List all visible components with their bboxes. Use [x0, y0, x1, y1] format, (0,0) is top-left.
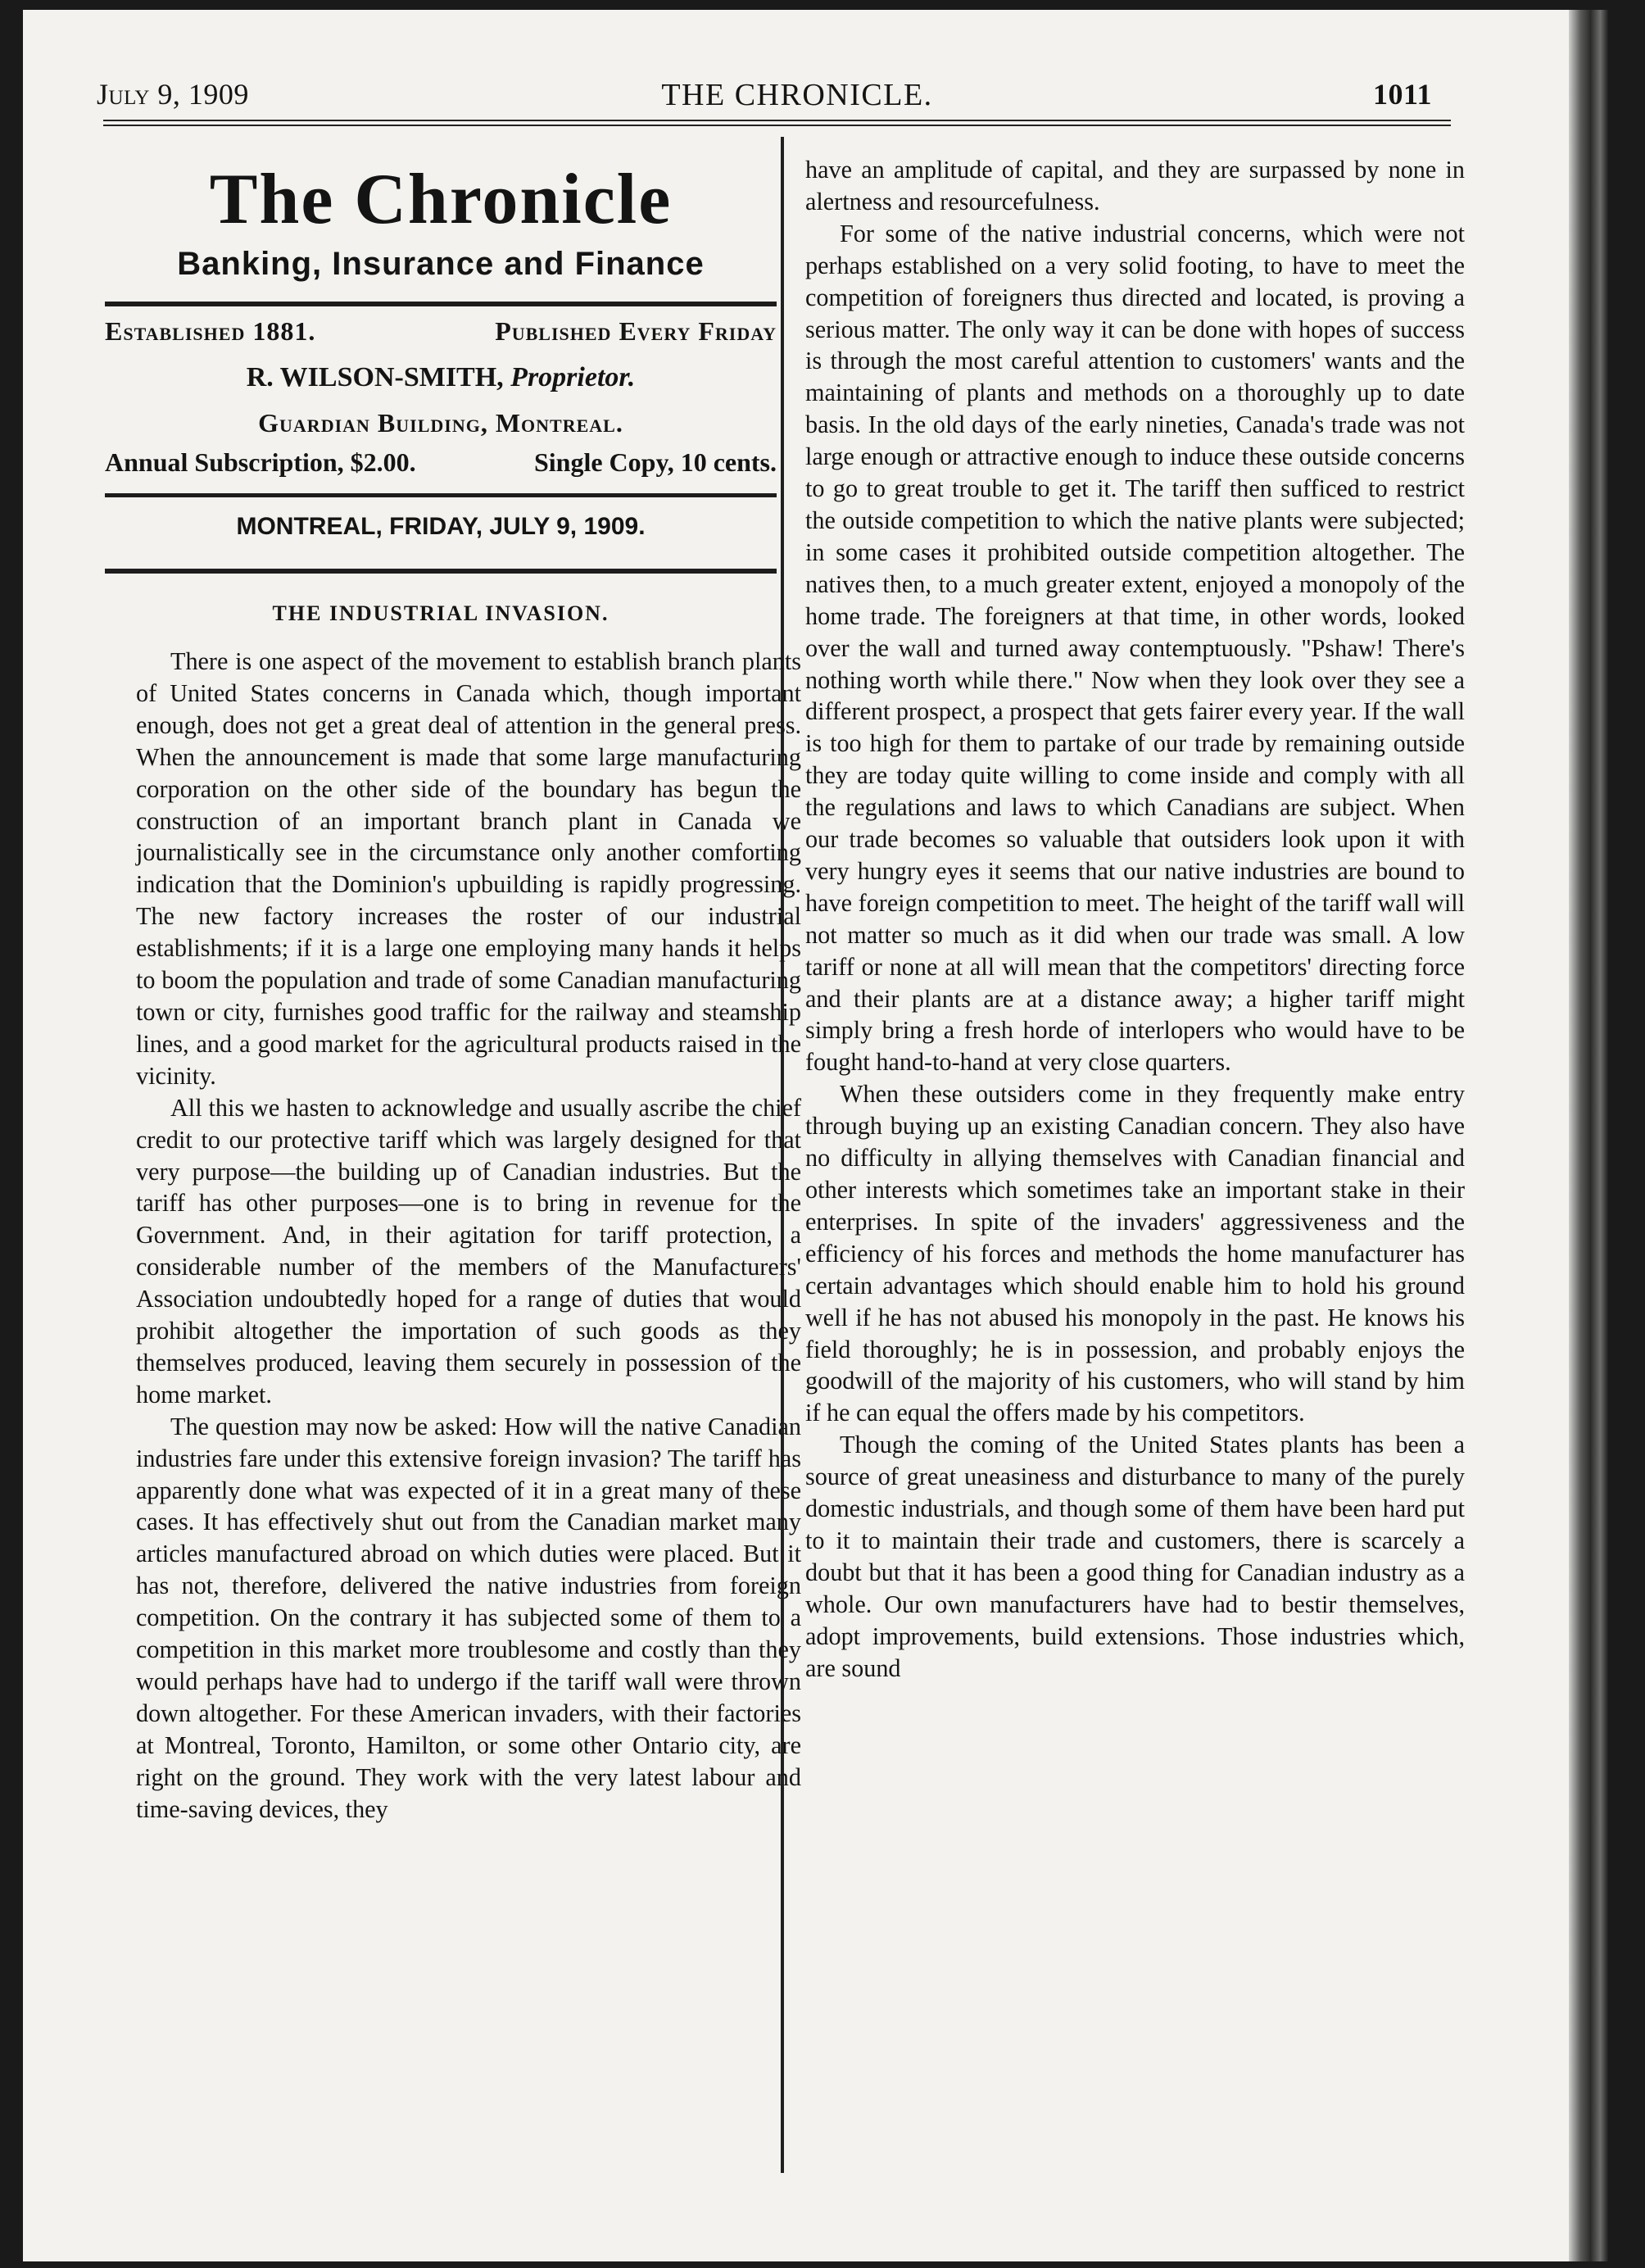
article-paragraph-continued: have an amplitude of capital, and they are surpassed by none in alertness and resourcefulness. — [805, 156, 1465, 215]
subscription-line — [105, 447, 777, 478]
article-paragraph: There is one aspect of the movement to establish branch plants of United States concerns in Canada which, though important enough, does not get a great deal of attention in the general press. When the announcement is made that some large manufacturing corporation on the other side of the boundary has begun the construction of an important branch plant in Canada we journalistically see in the circumstance only another comforting indication that the Dominion's upbuilding is rapidly progressing. The new factory increases the roster of our industrial establishments; if it is a large one employing many hands it helps to boom the population and trade of some Canadian manufacturing town or city, furnishes good traffic for the railway and steamship lines, and a good market for the agricultural products raised in the vicinity. — [136, 647, 801, 1090]
dateline: MONTREAL, FRIDAY, JULY 9, 1909. — [236, 513, 646, 540]
article-heading: THE INDUSTRIAL INVASION. — [272, 601, 610, 625]
single-copy-price: Single Copy, 10 cents. — [533, 447, 777, 477]
dateline-rule-top — [105, 493, 777, 497]
running-head-date: July 9, 1909 — [97, 78, 249, 111]
proprietor-line — [105, 362, 777, 393]
masthead-subtitle: Banking, Insurance and Finance — [177, 246, 705, 282]
masthead-rule — [105, 302, 777, 306]
masthead-title: The Chronicle — [209, 160, 673, 239]
article-paragraph: The question may now be asked: How will the native Canadian industries fare under this extensive foreign invasion? The tariff has apparently done what was expected of it in a great many of these cases. It has effectively shut out from the Canadian market many articles manufactured abroad on which duties were placed. But it has not, therefore, delivered the native industries from foreign competition. On the contrary it has subjected some of them to a competition in this market more troublesome and costly than they would perhaps have had to undergo if the tariff wall were thrown down altogether. For these American invaders, with their factories at Montreal, Toronto, Hamilton, or some other Ontario city, are right on the ground. They work with the very latest labour and time-saving devices, they — [136, 1412, 801, 1823]
established-text: Established 1881. — [105, 316, 316, 346]
dateline-rule-bottom — [105, 569, 777, 574]
address-line: Guardian Building, Montreal. — [258, 408, 623, 438]
article-paragraph: For some of the native industrial concerns, which were not perhaps established on a very solid footing, to have to meet the competition of foreigners thus directed and located, is proving a serious matter. The only way it can be done with hopes of success is through the most careful attention to customers' wants and the maintaining of plants and methods on a thoroughly up to date basis. In the old days of the early nineties, Canada's trade was not large enough or attractive enough to induce these outside concerns to go to great trouble to get it. The tariff then sufficed to restrict the outside competition to which the native plants were subjected; in some cases it prohibited outside competition altogether. The natives then, to a much greater extent, enjoyed a monopoly of the home trade. The foreigners at that time, in other words, looked over the wall and turned away contemptuously. "Pshaw! There's nothing worth while there." Now when they look over they see a different prospect, a prospect that gets fairer every year. If the wall is too high for them to partake of our trade by remaining outside they are today quite willing to come inside and comply with all the regulations and laws to which Canadians are subject. When our trade becomes so valuable that outsiders look upon it with very hungry eyes it seems that our native industries are bound to have foreign competition to meet. The height of the tariff wall will not matter so much as it did when our trade was small. A low tariff or none at all will mean that the competitors' directing force and their plants are at a distance away; a higher tariff might simply bring a fresh horde of interlopers who would have to be fought hand-to-hand at very close quarters. — [805, 219, 1465, 1077]
published-text: Published Every Friday — [495, 316, 777, 346]
newspaper-page — [23, 10, 1608, 2261]
article-paragraph: Though the coming of the United States plants has been a source of great uneasiness and disturbance to many of the purely domestic industrials, and though some of them have been hard put to it to maintain their trade and customers, there is scarcely a doubt but that it has been a good thing for Canadian industry as a whole. Our own manufacturers have had to bestir themselves, adopt improvements, build extensions. Those industries which, are sound — [805, 1431, 1465, 1682]
page-number: 1011 — [1373, 78, 1433, 111]
header-double-rule — [103, 120, 1451, 126]
running-head-title: THE CHRONICLE. — [661, 78, 933, 112]
established-line — [105, 316, 777, 347]
article-column-right — [805, 154, 1465, 1685]
proprietor-role: Proprietor. — [510, 362, 636, 392]
article-paragraph: All this we hasten to acknowledge and usually ascribe the chief credit to our protective tariff which was largely designed for that very purpose—the building up of Canadian industries. But the tariff has other purposes—one is to bring in revenue for the Government. And, in their agitation for tariff protection, a considerable number of the members of the Manufacturers' Association undoubtedly hoped for a range of duties that would prohibit altogether the importation of such goods as they themselves produced, leaving them securely in possession of the home market. — [136, 1093, 801, 1408]
article-column-left — [136, 646, 801, 1826]
article-paragraph: When these outsiders come in they frequently make entry through buying up an existing Canadian concern. They also have no difficulty in allying themselves with Canadian financial and other interests which sometimes take an important stake in their enterprises. In spite of the invaders' aggressiveness and the efficiency of his forces and methods the home manufacturer has certain advantages which should enable him to hold his ground well if he has not abused his monopoly in the past. He knows his field thoroughly; he is in possession, and probably enjoys the goodwill of the majority of his customers, who will stand by him if he can equal the offers made by his competitors. — [805, 1080, 1465, 1427]
page-binding-edge — [1569, 10, 1608, 2261]
proprietor-name: R. WILSON-SMITH, — [246, 362, 504, 392]
annual-subscription: Annual Subscription, $2.00. — [105, 447, 416, 477]
